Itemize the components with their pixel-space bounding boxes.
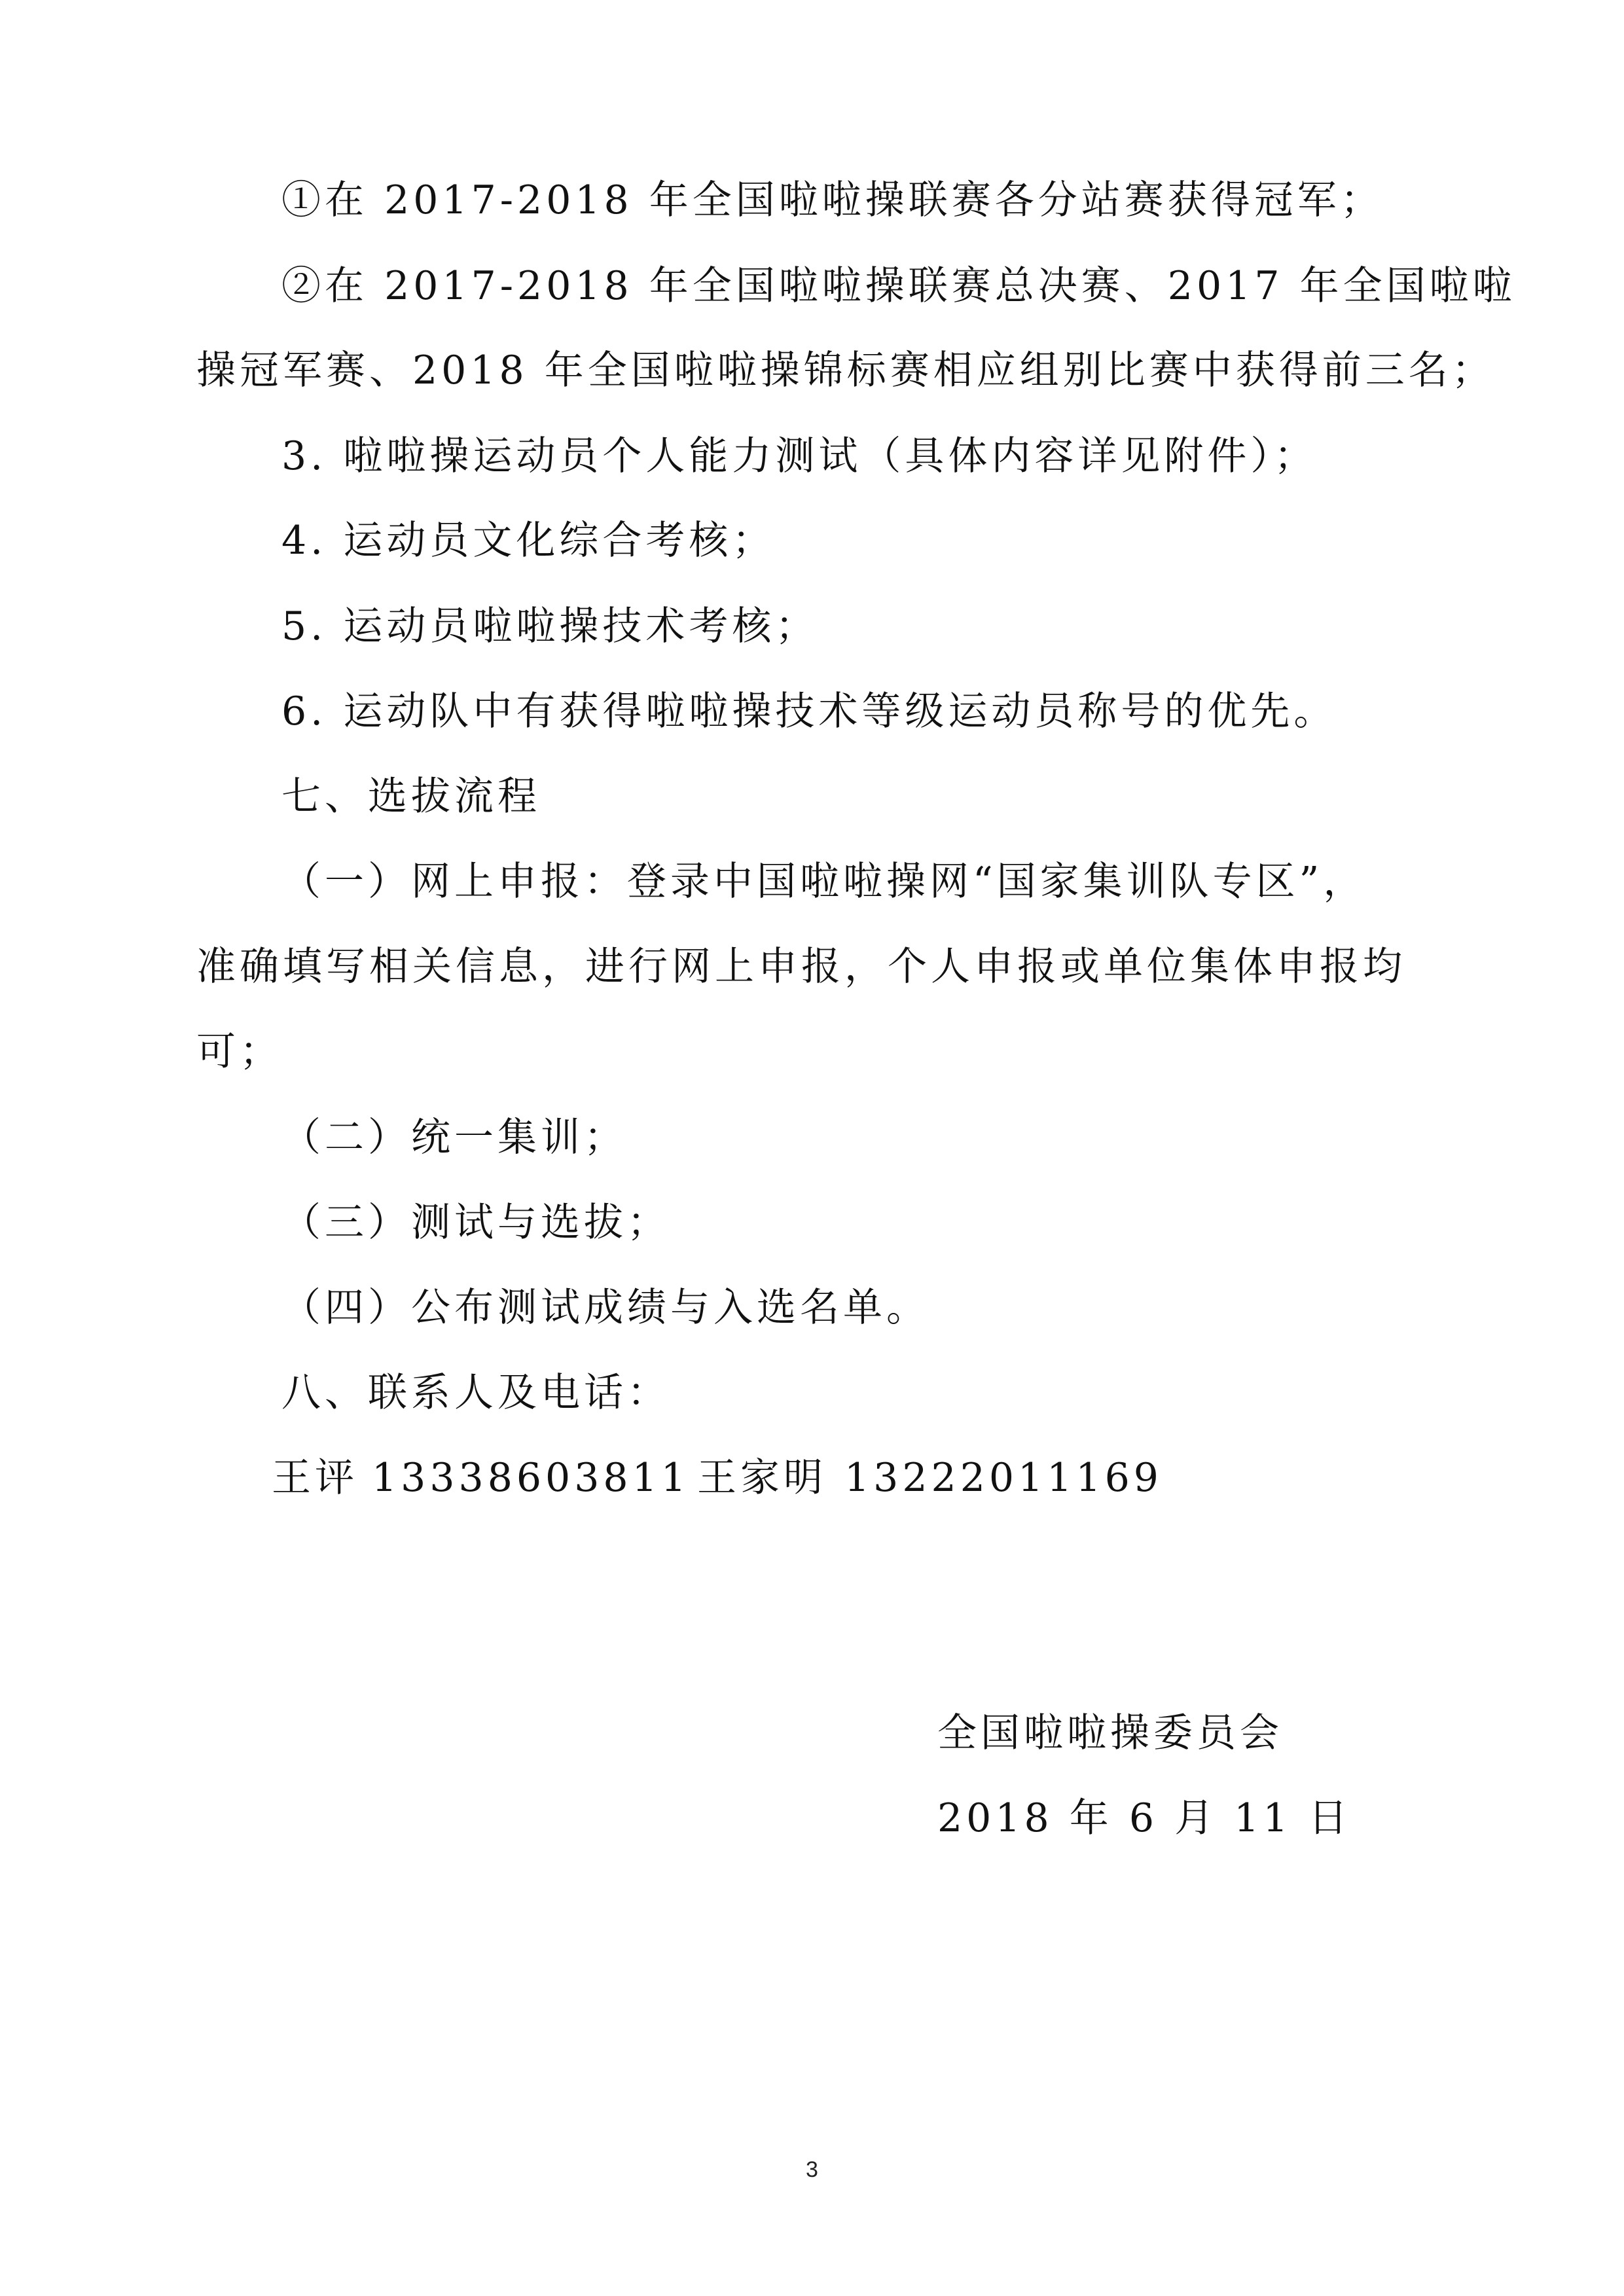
process-step-3: （三）测试与选拔； <box>281 1200 670 1246</box>
criterion-item-2-line-1: ②在 2017-2018 年全国啦啦操联赛总决赛、2017 年全国啦啦 <box>281 263 1516 309</box>
criterion-item-2-line-2: 操冠军赛、2018 年全国啦啦操锦标赛相应组别比赛中获得前三名； <box>196 348 1495 393</box>
process-step-4: （四）公布测试成绩与入选名单。 <box>281 1285 929 1331</box>
issuing-organization: 全国啦啦操委员会 <box>937 1710 1283 1756</box>
section-heading-selection-process: 七、选拔流程 <box>281 774 541 819</box>
process-step-2: （二）统一集训； <box>281 1115 627 1160</box>
process-step-1-line-1: （一）网上申报：登录中国啦啦操网“国家集训队专区”， <box>281 859 1367 905</box>
process-step-1-line-2: 准确填写相关信息，进行网上申报，个人申报或单位集体申报均 <box>196 944 1406 990</box>
requirement-item-4: 4. 运动员文化综合考核； <box>281 518 776 564</box>
contact-2-name: 王家明 <box>697 1455 827 1501</box>
process-step-1-line-3: 可； <box>196 1029 283 1075</box>
issue-date: 2018 年 6 月 11 日 <box>937 1795 1352 1841</box>
page-number: 3 <box>806 2157 818 2182</box>
contact-2-phone: 13222011169 <box>844 1455 1163 1501</box>
requirement-item-3: 3. 啦啦操运动员个人能力测试（具体内容详见附件）； <box>281 433 1318 479</box>
requirement-item-6: 6. 运动队中有获得啦啦操技术等级运动员称号的优先。 <box>281 689 1337 734</box>
contact-1-name: 王评 <box>272 1455 358 1501</box>
contact-1-phone: 13338603811 <box>372 1455 690 1501</box>
requirement-item-5: 5. 运动员啦啦操技术考核； <box>281 603 819 649</box>
criterion-item-1: ①在 2017-2018 年全国啦啦操联赛各分站赛获得冠军； <box>281 177 1384 223</box>
section-heading-contacts: 八、联系人及电话： <box>281 1370 670 1416</box>
